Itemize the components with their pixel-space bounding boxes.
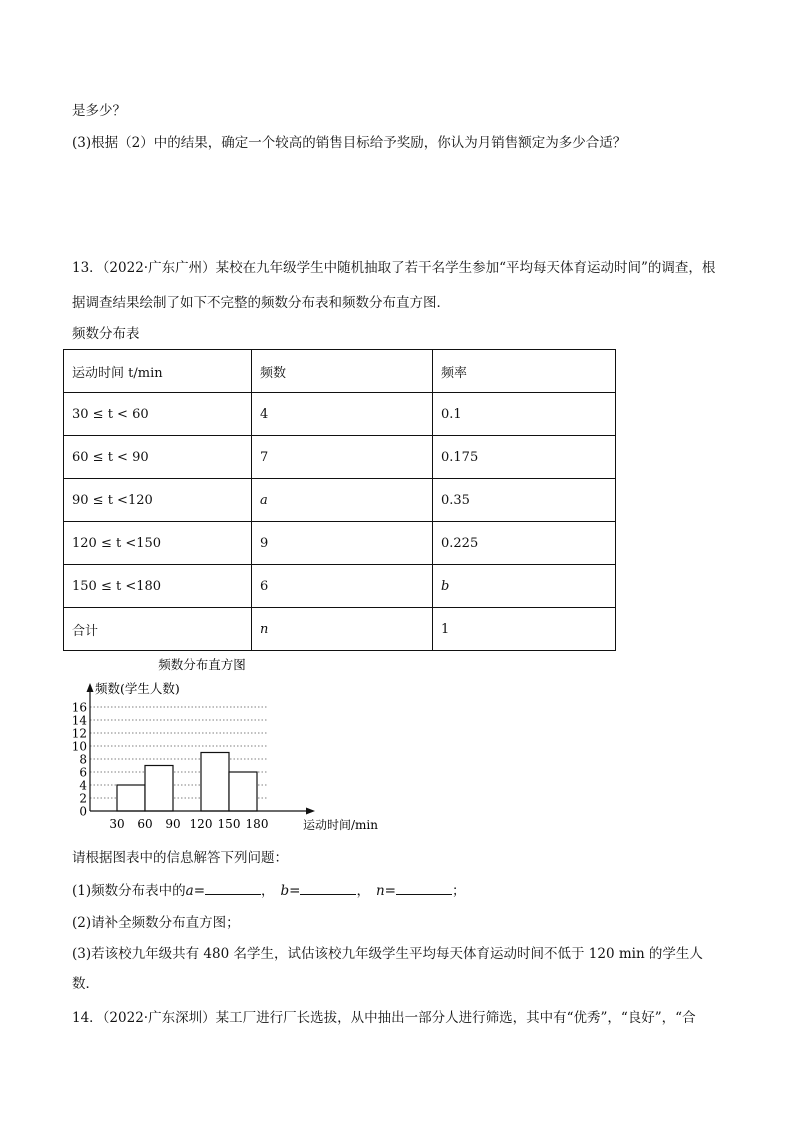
table-row xyxy=(64,436,616,479)
table-cell: 0.175 xyxy=(433,436,616,479)
table-row xyxy=(64,479,616,522)
x-tick-label: 120 xyxy=(189,817,213,831)
histogram-bar xyxy=(145,766,173,812)
table-cell: n xyxy=(252,608,433,651)
var-n: n xyxy=(375,883,385,899)
text-line-continuation: 是多少？ xyxy=(72,103,126,119)
histogram-bar xyxy=(117,785,145,811)
histogram-bar xyxy=(201,753,229,812)
y-axis-arrow xyxy=(87,683,94,692)
answer-blank-a[interactable] xyxy=(205,880,261,895)
table-cell: 1 xyxy=(433,608,616,651)
table-cell: 60 ≤ t < 90 xyxy=(64,436,252,479)
equals-sign: = xyxy=(384,883,396,899)
table-row xyxy=(64,393,616,436)
question-13-part-3-line-1: (3)若该校九年级共有 480 名学生，试估该校九年级学生平均每天体育运动时间不低于 120 min 的学生人 xyxy=(72,946,703,962)
answer-blank-b[interactable] xyxy=(300,880,356,895)
question-13-part-3-line-2: 数． xyxy=(72,976,99,992)
histogram-chart xyxy=(60,652,380,837)
x-tick-label: 150 xyxy=(217,817,241,831)
x-tick-label: 30 xyxy=(109,817,125,831)
table-cell: 9 xyxy=(252,522,433,565)
table-cell: 150 ≤ t <180 xyxy=(64,565,252,608)
table-cell: 0.1 xyxy=(433,393,616,436)
y-tick-label: 8 xyxy=(79,752,87,767)
table-cell: a xyxy=(252,479,433,522)
x-tick-labels xyxy=(109,817,268,831)
var-b: b xyxy=(280,883,290,899)
y-tick-label: 4 xyxy=(79,778,87,793)
answer-blank-n[interactable] xyxy=(396,880,452,895)
end-mark: ； xyxy=(451,883,466,899)
equals-sign: = xyxy=(289,883,301,899)
question-14-line-1: 14．（2022·广东深圳）某工厂进行厂长选拔，从中抽出一部分人进行筛选，其中有“优秀”，“良好”，“合 xyxy=(72,1010,696,1026)
table-cell: b xyxy=(433,565,616,608)
y-tick-label: 14 xyxy=(71,713,87,728)
frequency-table xyxy=(63,349,616,651)
table-header-cell: 频率 xyxy=(433,350,616,393)
question-12-part-3: (3)根据（2）中的结果，确定一个较高的销售目标给予奖励，你认为月销售额定为多少合适？ xyxy=(72,135,627,151)
x-tick-label: 180 xyxy=(245,817,269,831)
table-cell: 0.225 xyxy=(433,522,616,565)
table-cell: 120 ≤ t <150 xyxy=(64,522,252,565)
table-row xyxy=(64,608,616,651)
table-row xyxy=(64,565,616,608)
part-1-prefix: (1)频数分布表中的 xyxy=(72,883,186,899)
y-tick-label: 0 xyxy=(79,804,87,819)
table-cell: 合计 xyxy=(64,608,252,651)
y-tick-labels xyxy=(72,701,88,819)
table-cell: 7 xyxy=(252,436,433,479)
table-header-row xyxy=(64,350,616,393)
y-tick-label: 12 xyxy=(71,726,87,741)
y-tick-label: 2 xyxy=(79,791,87,806)
table-cell: 30 ≤ t < 60 xyxy=(64,393,252,436)
x-axis-label: 运动时间/min xyxy=(303,818,378,832)
x-axis-arrow xyxy=(306,808,315,815)
var-a: a xyxy=(185,883,194,899)
y-tick-label: 16 xyxy=(71,700,87,715)
instruction-text: 请根据图表中的信息解答下列问题： xyxy=(72,850,288,866)
equals-sign: = xyxy=(193,883,205,899)
table-cell: 4 xyxy=(252,393,433,436)
x-tick-label: 90 xyxy=(165,817,181,831)
table-cell: 0.35 xyxy=(433,479,616,522)
y-axis-label: 频数(学生人数) xyxy=(95,681,180,696)
bars xyxy=(117,753,257,812)
separator: ， xyxy=(261,883,275,899)
table-header-cell: 运动时间 t/min xyxy=(64,350,252,393)
chart-title: 频数分布直方图 xyxy=(158,657,246,672)
separator: ， xyxy=(356,883,370,899)
question-13-line-2: 据调查结果绘制了如下不完整的频数分布表和频数分布直方图． xyxy=(72,295,450,311)
table-cell: 90 ≤ t <120 xyxy=(64,479,252,522)
y-tick-label: 6 xyxy=(79,765,87,780)
question-13-part-2: (2)请补全频数分布直方图； xyxy=(72,915,240,931)
x-tick-label: 60 xyxy=(137,817,153,831)
histogram-bar xyxy=(229,772,257,811)
y-tick-label: 10 xyxy=(71,739,87,754)
question-13-part-1 xyxy=(72,880,465,901)
table-row xyxy=(64,522,616,565)
table-cell: 6 xyxy=(252,565,433,608)
table-header-cell: 频数 xyxy=(252,350,433,393)
table-caption: 频数分布表 xyxy=(72,326,140,342)
question-13-line-1: 13．（2022·广东广州）某校在九年级学生中随机抽取了若干名学生参加“平均每天体育运动时间”的调查，根 xyxy=(72,260,716,276)
